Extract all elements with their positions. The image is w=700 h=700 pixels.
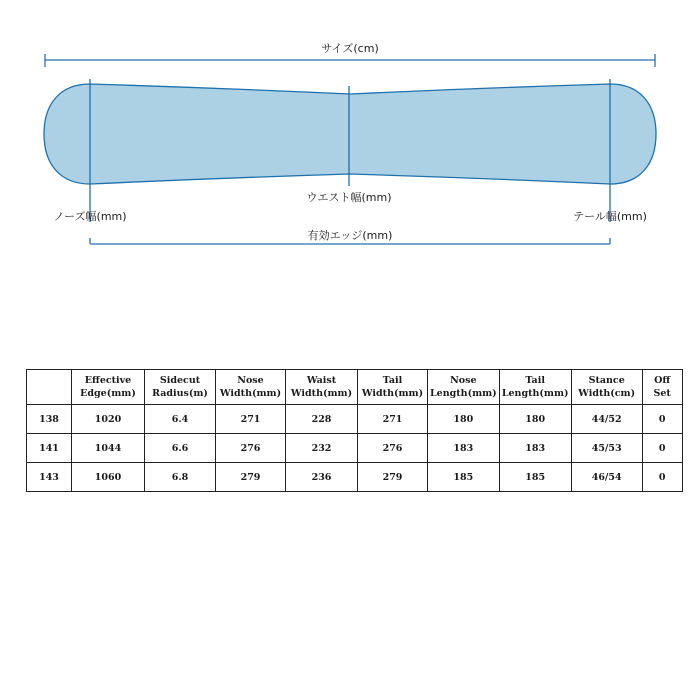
header-effective-edge bbox=[72, 370, 145, 405]
header-text: Width(cm) bbox=[578, 388, 636, 399]
cell-offset: 0 bbox=[642, 434, 682, 463]
header-text: Width(mm) bbox=[290, 388, 353, 399]
cell-tail-width: 271 bbox=[358, 405, 428, 434]
table-row bbox=[27, 405, 683, 434]
header-text: Nose bbox=[237, 375, 264, 386]
cell-effective-edge: 1044 bbox=[72, 434, 145, 463]
cell-nose-length: 185 bbox=[428, 463, 500, 492]
cell-tail-width: 279 bbox=[358, 463, 428, 492]
size-label: サイズ(cm) bbox=[321, 42, 379, 55]
cell-nose-width: 276 bbox=[216, 434, 286, 463]
cell-nose-width: 279 bbox=[216, 463, 286, 492]
cell-sidecut-radius: 6.8 bbox=[145, 463, 216, 492]
header-text: Set bbox=[653, 388, 671, 399]
header-nose-width bbox=[216, 370, 286, 405]
snowboard-size-diagram bbox=[0, 0, 700, 260]
header-text: Tail bbox=[382, 375, 403, 386]
cell-tail-length: 183 bbox=[499, 434, 571, 463]
header-text: Length(mm) bbox=[501, 388, 569, 399]
nose-width-label: ノーズ幅(mm) bbox=[53, 210, 127, 223]
cell-tail-width: 276 bbox=[358, 434, 428, 463]
cell-tail-length: 185 bbox=[499, 463, 571, 492]
table-body bbox=[27, 405, 683, 492]
header-text: Waist bbox=[306, 375, 337, 386]
header-text: Off bbox=[654, 375, 671, 386]
effective-edge-label: 有効エッジ(mm) bbox=[307, 229, 393, 242]
cell-waist-width: 228 bbox=[286, 405, 358, 434]
header-text: Sidecut bbox=[159, 375, 201, 386]
cell-offset: 0 bbox=[642, 463, 682, 492]
header-text: Radius(m) bbox=[152, 388, 208, 399]
header-size bbox=[27, 370, 72, 405]
tail-width-label: テール幅(mm) bbox=[573, 210, 647, 223]
header-text: Width(mm) bbox=[361, 388, 424, 399]
header-text: Stance bbox=[588, 375, 625, 386]
spec-table bbox=[26, 369, 683, 492]
header-tail-width bbox=[358, 370, 428, 405]
cell-sidecut-radius: 6.6 bbox=[145, 434, 216, 463]
table-row bbox=[27, 463, 683, 492]
header-text: Width(mm) bbox=[219, 388, 282, 399]
cell-nose-width: 271 bbox=[216, 405, 286, 434]
waist-width-label: ウエスト幅(mm) bbox=[306, 191, 392, 204]
cell-stance-width: 45/53 bbox=[571, 434, 642, 463]
header-stance-width bbox=[571, 370, 642, 405]
cell-size: 138 bbox=[27, 405, 72, 434]
cell-waist-width: 232 bbox=[286, 434, 358, 463]
cell-tail-length: 180 bbox=[499, 405, 571, 434]
cell-nose-length: 183 bbox=[428, 434, 500, 463]
header-offset bbox=[642, 370, 682, 405]
header-text: Nose bbox=[450, 375, 477, 386]
cell-effective-edge: 1060 bbox=[72, 463, 145, 492]
cell-sidecut-radius: 6.4 bbox=[145, 405, 216, 434]
cell-nose-length: 180 bbox=[428, 405, 500, 434]
header-tail-length bbox=[499, 370, 571, 405]
table-row bbox=[27, 434, 683, 463]
cell-stance-width: 46/54 bbox=[571, 463, 642, 492]
cell-effective-edge: 1020 bbox=[72, 405, 145, 434]
header-text: Effective bbox=[84, 375, 132, 386]
header-waist-width bbox=[286, 370, 358, 405]
header-text: Edge(mm) bbox=[80, 388, 136, 399]
header-text: Length(mm) bbox=[430, 388, 497, 399]
table-header-row bbox=[27, 370, 683, 405]
header-nose-length bbox=[428, 370, 500, 405]
snowboard-outline bbox=[44, 84, 656, 184]
cell-size: 141 bbox=[27, 434, 72, 463]
size-bracket bbox=[45, 54, 655, 67]
header-text: Tail bbox=[525, 375, 545, 386]
cell-stance-width: 44/52 bbox=[571, 405, 642, 434]
cell-size: 143 bbox=[27, 463, 72, 492]
cell-waist-width: 236 bbox=[286, 463, 358, 492]
header-sidecut-radius bbox=[145, 370, 216, 405]
cell-offset: 0 bbox=[642, 405, 682, 434]
